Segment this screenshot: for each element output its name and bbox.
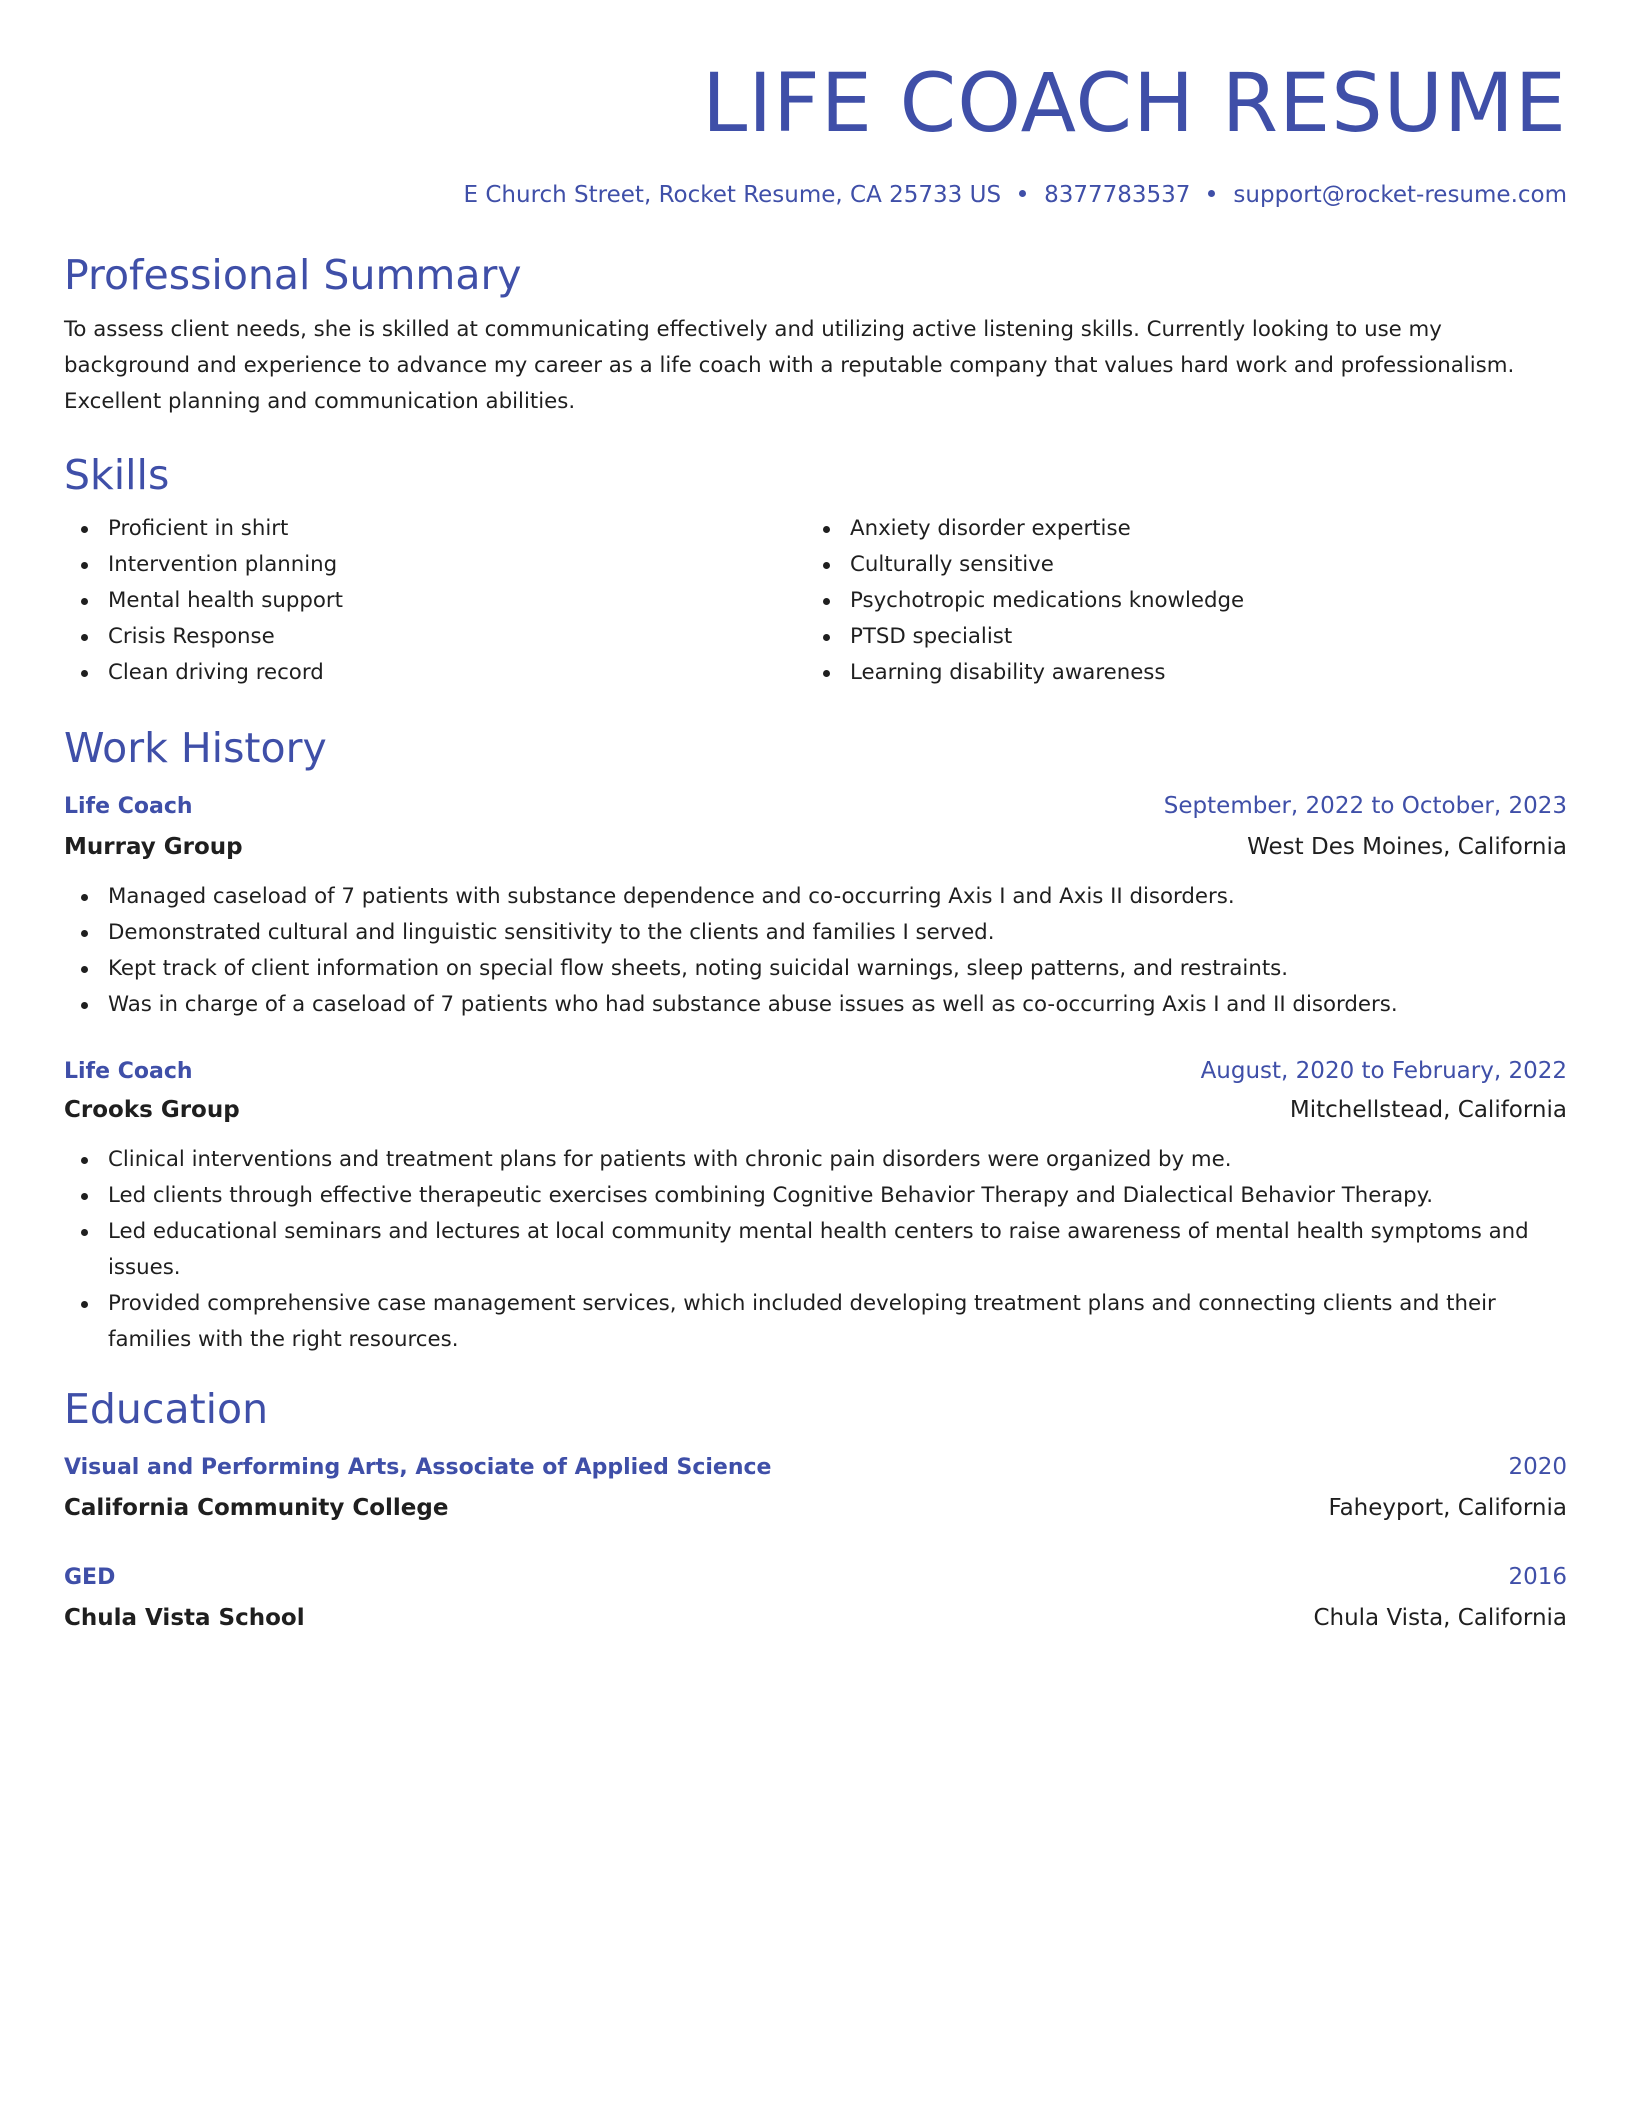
resume-page [64,50,1567,1633]
skill-item: Clean driving record [64,655,806,691]
education-header-row [64,1562,1567,1593]
education-location: Faheyport, California [1328,1495,1567,1521]
job-dates: September, 2022 to October, 2023 [1163,793,1567,819]
job-header-row [64,791,1567,822]
job-dates: August, 2020 to February, 2022 [1200,1058,1567,1084]
job-company-row [64,1095,1567,1125]
job-bullet: Kept track of client information on special flow sheets, noting suicidal warnings, sleep patterns, and restraints. [64,951,1567,987]
skills-column-right [806,511,1567,691]
separator-dot-icon [1208,190,1215,197]
contact-phone: 8377783537 [1044,182,1191,208]
skills-columns [64,511,1567,691]
education-school-row [64,1493,1567,1523]
job-bullet: Was in charge of a caseload of 7 patients who had substance abuse issues as well as co-occurring Axis I and II disorders. [64,987,1567,1023]
job-location: West Des Moines, California [1247,834,1567,860]
summary-text: To assess client needs, she is skilled at communicating effectively and utilizing active listening skills. Currently looking to use my background and experience to advance my career as a life coach with a reputable company that values hard work and professionalism. Excellent planning and communication abilities. [64,317,1515,414]
job-entry [64,1056,1567,1358]
skills-column-left [64,511,806,691]
job-company: Crooks Group [64,1097,240,1123]
separator-dot-icon [1019,190,1026,197]
skill-item: Mental health support [64,583,806,619]
education-location: Chula Vista, California [1313,1605,1567,1631]
education-entry [64,1452,1567,1523]
contact-email: support@rocket-resume.com [1233,182,1567,208]
job-bullet: Led clients through effective therapeutic exercises combining Cognitive Behavior Therapy and Dialectical Behavior Therapy. [64,1178,1567,1214]
job-bullet: Demonstrated cultural and linguistic sensitivity to the clients and families I served. [64,915,1567,951]
education-school: Chula Vista School [64,1605,305,1631]
section-heading-summary: Professional Summary [64,251,522,299]
job-bullets [64,1142,1567,1358]
job-company: Murray Group [64,834,243,860]
section-heading-education: Education [64,1385,269,1433]
job-company-row [64,832,1567,862]
skill-item: Crisis Response [64,619,806,655]
education-school: California Community College [64,1495,449,1521]
education-year: 2016 [1508,1564,1567,1590]
job-bullet: Managed caseload of 7 patients with substance dependence and co-occurring Axis I and Axis II disorders. [64,879,1567,915]
job-bullet: Led educational seminars and lectures at local community mental health centers to raise awareness of mental health symptoms and issues. [64,1214,1567,1286]
education-year: 2020 [1508,1454,1567,1480]
education-header-row [64,1452,1567,1483]
job-header-row [64,1056,1567,1087]
skill-item: PTSD specialist [806,619,1567,655]
skill-item: Intervention planning [64,547,806,583]
job-location: Mitchellstead, California [1289,1097,1567,1123]
education-degree: GED [64,1565,116,1590]
contact-line [64,180,1567,210]
resume-title: LIFE COACH RESUME [702,57,1567,151]
skill-item: Culturally sensitive [806,547,1567,583]
education-entry [64,1562,1567,1633]
job-bullet: Clinical interventions and treatment plans for patients with chronic pain disorders were organized by me. [64,1142,1567,1178]
job-role: Life Coach [64,794,193,819]
section-heading-work-history: Work History [64,724,327,772]
skill-item: Learning disability awareness [806,655,1567,691]
skill-item: Anxiety disorder expertise [806,511,1567,547]
section-heading-skills: Skills [64,451,170,499]
contact-address: E Church Street, Rocket Resume, CA 25733 US [463,182,1002,208]
education-school-row [64,1603,1567,1633]
education-degree: Visual and Performing Arts, Associate of Applied Science [64,1455,772,1480]
job-bullet: Provided comprehensive case management services, which included developing treatment plans and connecting clients and their families with the right resources. [64,1286,1567,1358]
skill-item: Proficient in shirt [64,511,806,547]
job-bullets [64,879,1567,1023]
job-role: Life Coach [64,1059,193,1084]
skill-item: Psychotropic medications knowledge [806,583,1567,619]
job-entry [64,791,1567,1023]
